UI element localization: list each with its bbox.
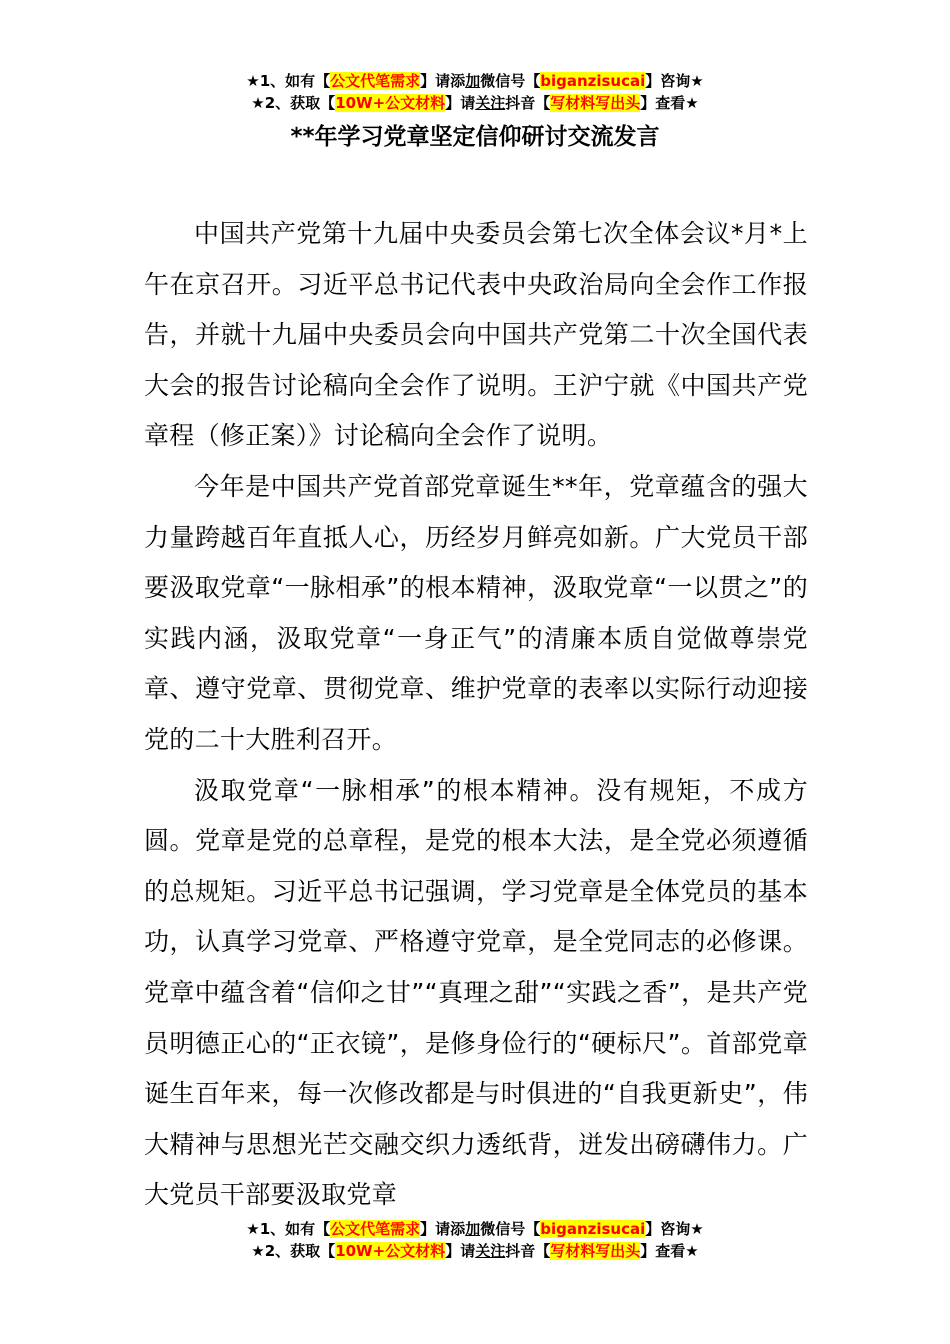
banner-highlight-service: 公文代笔需求 <box>330 72 421 90</box>
header-banner <box>0 70 950 114</box>
banner-highlight-douyin: 写材料写出头 <box>550 94 641 112</box>
banner-line-2: ★2、获取【10W+公文材料】请关注抖音【写材料写出头】查看★ <box>251 1242 699 1260</box>
banner-line-1: ★1、如有【公文代笔需求】请添加微信号【biganzisucai】咨询★ <box>246 72 704 90</box>
banner-highlight-douyin: 写材料写出头 <box>550 1242 641 1260</box>
paragraph-3: 汲取党章“一脉相承”的根本精神。没有规矩，不成方圆。党章是党的总章程，是党的根本大法，是全党必须遵循的总规矩。习近平总书记强调，学习党章是全体党员的基本功，认真学习党章、严格遵守党章，是全党同志的必修课。党章中蕴含着“信仰之甘”“真理之甜”“实践之香”，是共产党员明德正心的“正衣镜”，是修身俭行的“硬标尺”。首部党章诞生百年来，每一次修改都是与时俱进的“自我更新史”，伟大精神与思想光芒交融交织力透纸背，迸发出磅礴伟力。广大党员干部要汲取党章 <box>144 775 808 1210</box>
banner-highlight-service: 公文代笔需求 <box>330 1220 421 1238</box>
paragraph-1: 中国共产党第十九届中央委员会第七次全体会议*月*上午在京召开。习近平总书记代表中央政治局向全会作工作报告，并就十九届中央委员会向中国共产党第二十次全国代表大会的报告讨论稿向全会作了说明。王沪宁就《中国共产党章程（修正案）》讨论稿向全会作了说明。 <box>144 219 808 451</box>
banner-highlight-wechat: biganzisucai <box>540 1220 646 1238</box>
document-body <box>144 209 808 1221</box>
banner-highlight-materials: 10W+公文材料 <box>335 1242 446 1260</box>
banner-line-1: ★1、如有【公文代笔需求】请添加微信号【biganzisucai】咨询★ <box>246 1220 704 1238</box>
footer-banner <box>0 1218 950 1262</box>
banner-highlight-wechat: biganzisucai <box>540 72 646 90</box>
banner-highlight-materials: 10W+公文材料 <box>335 94 446 112</box>
banner-line-2: ★2、获取【10W+公文材料】请关注抖音【写材料写出头】查看★ <box>251 94 699 112</box>
document-title: **年学习党章坚定信仰研讨交流发言 <box>290 124 660 150</box>
paragraph-2: 今年是中国共产党首部党章诞生**年，党章蕴含的强大力量跨越百年直抵人心，历经岁月鲜亮如新。广大党员干部要汲取党章“一脉相承”的根本精神，汲取党章“一以贯之”的实践内涵，汲取党章“一身正气”的清廉本质自觉做尊崇党章、遵守党章、贯彻党章、维护党章的表率以实际行动迎接党的二十大胜利召开。 <box>144 471 808 754</box>
